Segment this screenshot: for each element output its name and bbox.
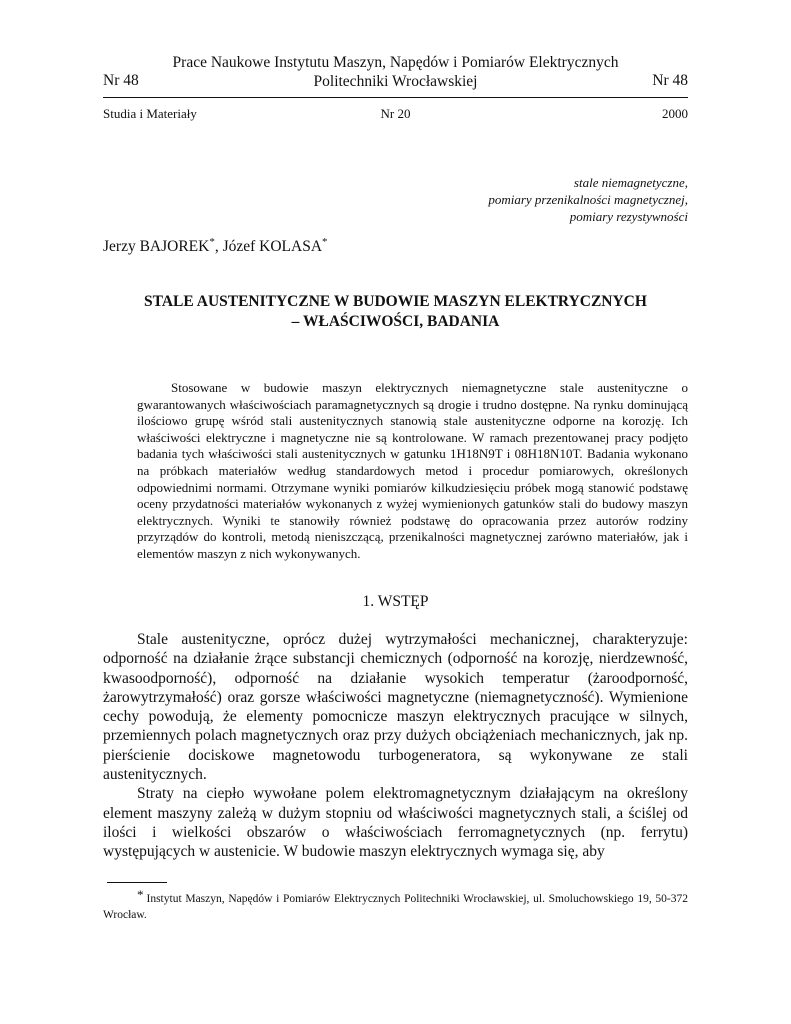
title-line: – WŁAŚCIWOŚCI, BADANIA [291, 313, 500, 330]
header-rule [103, 97, 688, 98]
keywords [368, 174, 688, 225]
footnote [103, 887, 688, 923]
keyword: pomiary rezystywności [569, 209, 688, 224]
keyword: pomiary przenikalności magnetycznej, [488, 192, 688, 207]
footnote-text: Instytut Maszyn, Napędów i Pomiarów Elektrycznych Politechniki Wrocławskiej, ul. Smoluchowskiego 19, 50-372 Wrocław. [103, 893, 688, 921]
section-heading: 1. WSTĘP [362, 593, 429, 610]
footnote-mark: * [322, 236, 328, 248]
keyword: stale niemagnetyczne, [573, 175, 688, 190]
journal-title-line1: Prace Naukowe Instytutu Maszyn, Napędów i Pomiarów Elektrycznych [172, 54, 619, 71]
body-text [103, 630, 688, 862]
author-separator: , [214, 238, 223, 255]
title-line: STALE AUSTENITYCZNE W BUDOWIE MASZYN ELEKTRYCZNYCH [144, 293, 647, 310]
series-name: Studia i Materiały [103, 106, 197, 121]
author-name: Józef KOLASA [222, 238, 323, 255]
abstract: Stosowane w budowie maszyn elektrycznych niemagnetyczne stale austenityczne o gwarantowanych właściwościach paramagnetycznych są drogie i trudno dostępne. Na rynku dominującą ilościowo grupę wśród stali austenitycznych stanowią stale austenityczne odporne na korozję. Ich właściwości elektryczne i magnetyczne nie są kontrolowane. W ramach prezentowanej pracy podjęto badania tych właściwości stali austenitycznych w gatunku 1H18N9T i 08H18N10T. Badania wykonano na próbkach materiałów według standardowych metod i procedur pomiarowych, określonych odpowiednimi normami. Otrzymane wyniki pomiarów kilkudziesięciu próbek mogą stanowić podstawę oceny przydatności materiałów wykonanych z wyżej wymienionych gatunków stali do budowy maszyn elektrycznych. Wyniki te stanowiły również podstawę do opracowania przez autorów rodziny przyrządów do kontroli, metodą nieniszczącą, przenikalności magnetycznej zarówno materiałów, jak i elementów maszyn z nich wykonywanych. [137, 380, 688, 561]
authors [103, 236, 328, 256]
journal-header [150, 53, 641, 91]
series-number: Nr 20 [380, 106, 411, 121]
footnote-mark: * [209, 236, 215, 248]
paragraph: Straty na ciepło wywołane polem elektromagnetycznym działającym na określony element maszyny zależą w dużym stopniu od właściwości magnetycznych stali, a ściślej od ilości i wielkości obszarów o właściwościach ferromagnetycznych (np. ferrytu) występujących w austenicie. W budowie maszyn elektrycznych wymaga się, aby [103, 785, 688, 861]
issue-number-left: Nr 48 [103, 72, 139, 89]
author-name: Jerzy BAJOREK [103, 238, 210, 255]
paper-title [103, 292, 688, 332]
journal-title-line2: Politechniki Wrocławskiej [313, 73, 478, 90]
paragraph: Stale austenityczne, oprócz dużej wytrzymałości mechanicznej, charakteryzuje: odporność na działanie żrące substancji chemicznych (odporność na korozję, nierdzewność, kwasoodporność), odporność na działanie wysokich temperatur (żaroodporność, żarowytrzymałość) oraz gorsze właściwości magnetyczne (niemagnetyczność). Wymienione cechy powodują, że elementy pomocnicze maszyn elektrycznych pracujące w silnych, przemiennych polach magnetycznych oraz przy dużych obciążeniach mechanicznych, jak np. pierścienie dociskowe magnetowodu turbogeneratora, są wykonywane ze stali austenitycznych. [103, 631, 688, 784]
issue-number-right: Nr 48 [652, 72, 688, 89]
publication-year: 2000 [662, 106, 688, 121]
footnote-rule [107, 882, 167, 883]
footnote-mark: * [137, 887, 144, 902]
